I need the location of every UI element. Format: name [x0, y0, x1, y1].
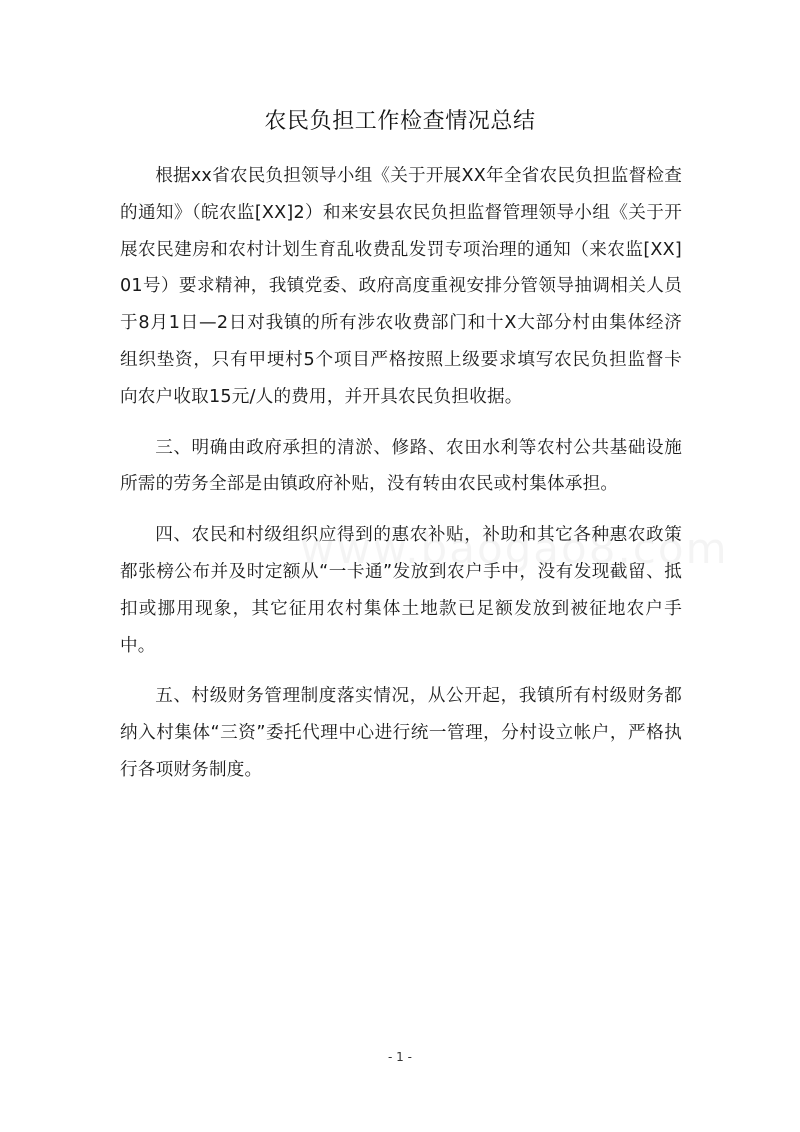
paragraph-4: 五、村级财务管理制度落实情况，从公开起，我镇所有村级财务都纳入村集体“三资”委托代理中心进行统一管理，分村设立帐户，严格执行各项财务制度。 [120, 686, 682, 780]
paragraph-1: 根据xx省农民负担领导小组《关于开展XX年全省农民负担监督检查的通知》（皖农监[XX]2）和来安县农民负担监督管理领导小组《关于开展农民建房和农村计划生育乱收费乱发罚专项治理的通知（来农监[XX]01号）要求精神，我镇党委、政府高度重视安排分管领导抽调相关人员于8月1日—2日对我镇的所有涉农收费部门和十X大部分村由集体经济组织垫资，只有甲埂村5个项目严格按照上级要求填写农民负担监督卡向农户收取15元/人的费用，并开具农民负担收据。 [120, 166, 682, 407]
document-body [120, 158, 682, 803]
paragraph-2: 三、明确由政府承担的清淤、修路、农田水利等农村公共基础设施所需的劳务全部是由镇政府补贴，没有转由农民或村集体承担。 [120, 437, 682, 495]
paragraph-3: 四、农民和村级组织应得到的惠农补贴，补助和其它各种惠农政策都张榜公布并及时定额从“一卡通”发放到农户手中，没有发现截留、抵扣或挪用现象，其它征用农村集体土地款已足额发放到被征地农户手中。 [120, 525, 682, 656]
document-title: 农民负担工作检查情况总结 [264, 109, 536, 134]
page-number: - 1 - [388, 1050, 412, 1064]
